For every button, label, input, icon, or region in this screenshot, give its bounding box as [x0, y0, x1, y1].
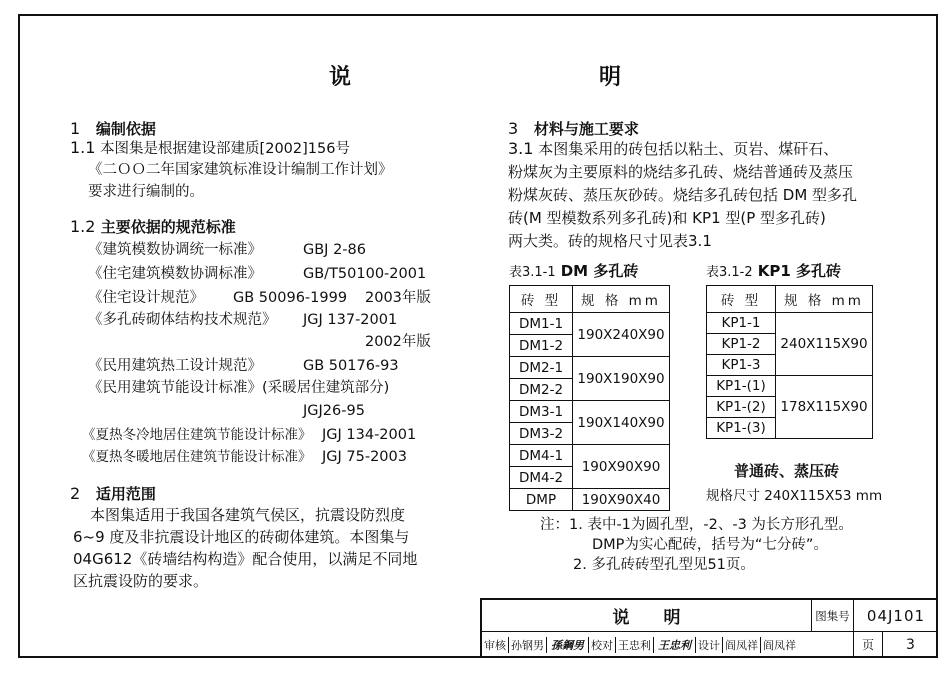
- section-1-heading: 1 编制依据: [70, 119, 156, 138]
- role-label: 设计: [696, 637, 723, 653]
- standard-code: GB 50176-93: [303, 358, 399, 374]
- table-cell: 190X90X90: [573, 445, 670, 489]
- standard-item: 《夏热冬暖地居住建筑节能设计标准》: [82, 449, 312, 465]
- signature: 阎凤祥: [763, 639, 796, 652]
- section-3-1-line: 3.1 本图集采用的砖包括以粘土、页岩、煤矸石、: [508, 139, 839, 158]
- table-header: 规 格 mm: [776, 286, 873, 313]
- standard-item: 《多孔砖砌体结构技术规范》: [88, 312, 277, 328]
- section-3-1-line: 粉煤灰为主要原料的烧结多孔砖、烧结普通砖及蒸压: [508, 163, 854, 181]
- table-cell: 178X115X90: [776, 376, 873, 439]
- table-cell: 240X115X90: [776, 313, 873, 376]
- table-cell: DM3-1: [510, 401, 573, 423]
- standard-code: JGJ 137-2001: [303, 312, 398, 328]
- role-label: 校对: [589, 637, 616, 653]
- table-cell: 190X240X90: [573, 313, 670, 357]
- table-cell: DM4-1: [510, 445, 573, 467]
- table-header: 规 格 mm: [573, 286, 670, 313]
- table-cell: 190X140X90: [573, 401, 670, 445]
- role-person: 阎凤祥: [723, 637, 761, 653]
- table-cell: DM4-2: [510, 467, 573, 489]
- notes: 注：1. 表中-1为圆孔型，-2、-3 为长方形孔型。: [540, 517, 853, 533]
- standard-code: JGJ 134-2001: [322, 427, 417, 443]
- table-cell: DM3-2: [510, 423, 573, 445]
- common-brick-title: 普通砖、蒸压砖: [734, 462, 840, 480]
- section-1-1: 1.1 本图集是根据建设部建质[2002]156号: [70, 138, 350, 157]
- table-header: 砖 型: [510, 286, 573, 313]
- standard-code: GB 50096-1999: [233, 290, 348, 306]
- standard-code: GBJ 2-86: [303, 242, 366, 258]
- page-number: 3: [906, 637, 915, 653]
- title-block-name: 说 明: [482, 600, 812, 632]
- section-2-line: 本图集适用于我国各建筑气侯区，抗震设防烈度: [90, 506, 406, 524]
- signature: 孫鋼男: [547, 637, 589, 653]
- table-cell: DM1-2: [510, 335, 573, 357]
- page-info: [854, 632, 938, 658]
- standard-item: 《民用建筑热工设计规范》: [88, 358, 262, 374]
- table-cell: KP1-(2): [707, 397, 776, 418]
- section-1-1-line2: 《二ＯＯ二年国家建筑标准设计编制工作计划》: [88, 162, 393, 178]
- title-block: [480, 598, 938, 658]
- role-person: 孙钢男: [509, 637, 547, 653]
- section-2-heading: 2 适用范围: [70, 484, 156, 503]
- atlas-label: 图集号: [812, 600, 854, 632]
- atlas-number: 04J101: [854, 600, 938, 632]
- table-header: 砖 型: [707, 286, 776, 313]
- standard-code: JGJ26-95: [303, 403, 365, 419]
- table-2-caption: 表3.1-2 KP1 多孔砖: [706, 262, 842, 280]
- standard-item: 《建筑模数协调统一标准》: [88, 242, 262, 258]
- section-3-1-line: 两大类。砖的规格尺寸见表3.1: [508, 232, 712, 250]
- standard-item: 《夏热冬冷地居住建筑节能设计标准》: [82, 427, 312, 443]
- section-3-heading: 3 材料与施工要求: [508, 119, 639, 138]
- table-cell: KP1-2: [707, 334, 776, 355]
- section-3-1-line: 砖(M 型模数系列多孔砖)和 KP1 型(P 型多孔砖): [508, 209, 826, 227]
- common-brick-spec: 规格尺寸 240X115X53 mm: [706, 488, 883, 504]
- section-1-2-heading: 1.2 主要依据的规范标准: [70, 217, 236, 236]
- table-cell: DMP: [510, 489, 573, 511]
- table-cell: KP1-(3): [707, 418, 776, 439]
- table-cell: KP1-1: [707, 313, 776, 334]
- section-2-line: 04G612《砖墙结构构造》配合使用，以满足不同地: [73, 550, 418, 568]
- page-label: 页: [854, 632, 883, 658]
- signature: 王忠利: [654, 637, 696, 653]
- table-cell: KP1-3: [707, 355, 776, 376]
- table-cell: DM2-1: [510, 357, 573, 379]
- section-2-line: 6~9 度及非抗震设计地区的砖砌体建筑。本图集与: [73, 528, 410, 546]
- role-person: 王忠利: [616, 637, 654, 653]
- note-line: 2. 多孔砖砖型孔型见51页。: [573, 557, 755, 573]
- page-title: 说 明: [328, 65, 689, 90]
- standard-code: GB/T50100-2001: [303, 266, 427, 282]
- standard-extra: 2003年版: [365, 290, 431, 306]
- table-cell: DM2-2: [510, 379, 573, 401]
- title-block-roles: [482, 632, 854, 658]
- table-cell: 190X190X90: [573, 357, 670, 401]
- kp1-brick-table: [706, 285, 873, 439]
- section-1-1-line3: 要求进行编制的。: [88, 184, 204, 200]
- standard-item: 《民用建筑节能设计标准》(采暖居住建筑部分): [88, 380, 390, 396]
- table-cell: 190X90X40: [573, 489, 670, 511]
- standard-code: 2002年版: [365, 334, 431, 350]
- section-2-line: 区抗震设防的要求。: [73, 572, 209, 590]
- section-3-1-line: 粉煤灰砖、蒸压灰砂砖。烧结多孔砖包括 DM 型多孔: [508, 186, 858, 204]
- role-label: 审核: [482, 637, 509, 653]
- table-1-caption: 表3.1-1 DM 多孔砖: [509, 262, 639, 280]
- table-cell: KP1-(1): [707, 376, 776, 397]
- table-cell: DM1-1: [510, 313, 573, 335]
- standard-code: JGJ 75-2003: [322, 449, 407, 465]
- note-line: DMP为实心配砖，括号为“七分砖”。: [592, 537, 828, 553]
- standard-item: 《住宅设计规范》: [88, 290, 204, 306]
- standard-item: 《住宅建筑模数协调标准》: [88, 266, 262, 282]
- dm-brick-table: [509, 285, 670, 511]
